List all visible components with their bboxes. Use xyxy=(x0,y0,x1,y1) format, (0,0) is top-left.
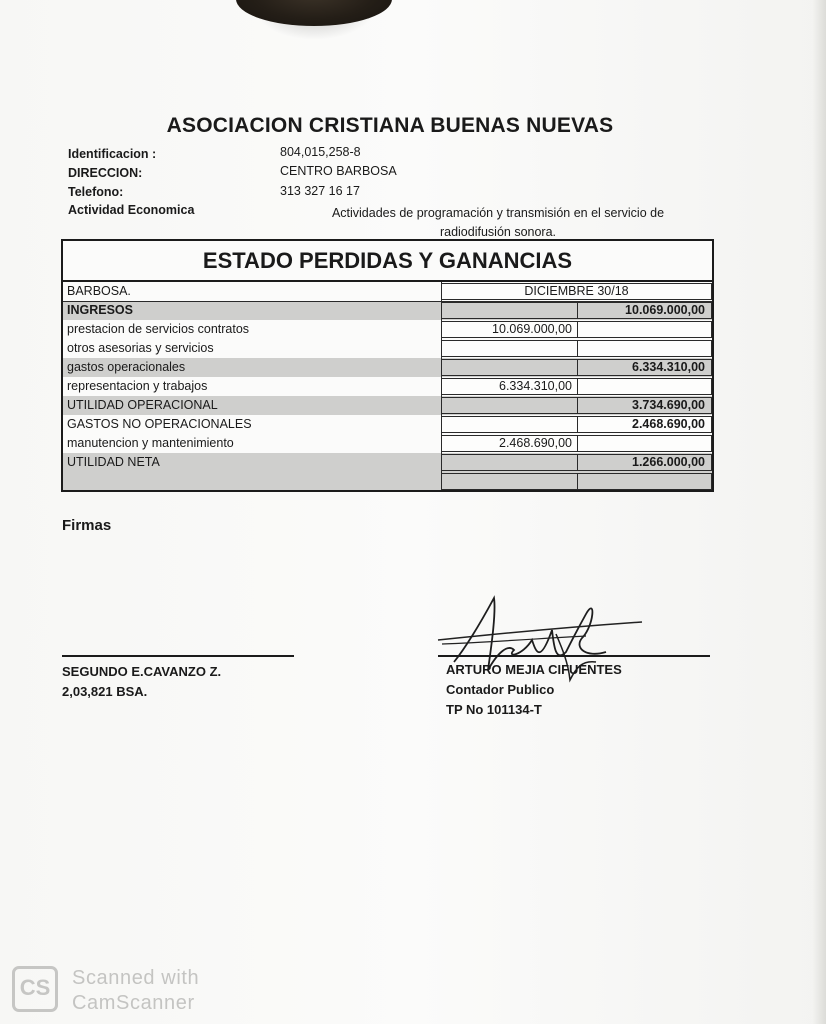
row-total-value: 10.069.000,00 xyxy=(577,302,712,319)
row-label: UTILIDAD NETA xyxy=(67,455,160,469)
table-row xyxy=(63,358,712,377)
row-total-value xyxy=(577,378,712,395)
statement-header-row xyxy=(63,282,712,301)
row-label: gastos operacionales xyxy=(67,360,186,374)
activity-value xyxy=(300,204,696,242)
activity-line-1: Actividades de programación y transmisión en el servicio de xyxy=(331,206,665,220)
address-value: CENTRO BARBOSA xyxy=(280,164,397,178)
row-total-value xyxy=(577,473,712,490)
row-total-value: 2.468.690,00 xyxy=(577,416,712,433)
row-total-value xyxy=(577,435,712,452)
camscanner-logo-icon: CS xyxy=(12,966,58,1012)
row-detail-value xyxy=(441,359,579,376)
row-total-value xyxy=(577,340,712,357)
right-signer-name: ARTURO MEJIA CIFUENTES xyxy=(446,662,622,677)
row-label: UTILIDAD OPERACIONAL xyxy=(67,398,218,412)
table-row xyxy=(63,377,712,396)
phone-label: Telefono: xyxy=(68,185,124,199)
row-detail-value xyxy=(441,340,579,357)
id-value: 804,015,258-8 xyxy=(280,145,361,159)
row-label: manutencion y mantenimiento xyxy=(67,436,234,450)
table-row xyxy=(63,396,712,415)
row-total-value: 3.734.690,00 xyxy=(577,397,712,414)
table-row-empty xyxy=(63,472,712,490)
signatures-heading: Firmas xyxy=(62,517,112,534)
row-detail-value xyxy=(441,473,579,490)
paper-edge-shadow xyxy=(812,0,826,1024)
table-column-divider xyxy=(441,282,442,490)
right-signer-license: TP No 101134-T xyxy=(446,702,542,717)
row-detail-value: 10.069.000,00 xyxy=(441,321,579,338)
activity-line-2: radiodifusión sonora. xyxy=(439,225,557,239)
table-row xyxy=(63,301,712,320)
row-detail-value: 6.334.310,00 xyxy=(441,378,579,395)
id-label: Identificacion : xyxy=(68,147,157,161)
row-detail-value xyxy=(441,302,579,319)
row-label: prestacion de servicios contratos xyxy=(67,322,250,336)
activity-label: Actividad Economica xyxy=(68,203,195,217)
organization-title: ASOCIACION CRISTIANA BUENAS NUEVAS xyxy=(166,114,614,137)
row-detail-value xyxy=(441,454,579,471)
row-detail-value: 2.468.690,00 xyxy=(441,435,579,452)
table-row xyxy=(63,320,712,339)
table-row xyxy=(63,339,712,358)
table-row xyxy=(63,415,712,434)
statement-title: ESTADO PERDIDAS Y GANANCIAS xyxy=(63,241,712,282)
row-label: INGRESOS xyxy=(67,303,133,317)
left-signature-line xyxy=(62,655,294,657)
row-total-value xyxy=(577,321,712,338)
income-statement-table xyxy=(61,239,714,492)
row-label: representacion y trabajos xyxy=(67,379,208,393)
table-row xyxy=(63,453,712,472)
address-label: DIRECCION: xyxy=(68,166,143,180)
row-total-value: 6.334.310,00 xyxy=(577,359,712,376)
row-detail-value xyxy=(441,416,579,433)
watermark-line-2: CamScanner xyxy=(72,992,195,1014)
row-label: otros asesorias y servicios xyxy=(67,341,214,355)
row-detail-value xyxy=(441,397,579,414)
phone-value: 313 327 16 17 xyxy=(280,184,360,198)
table-row xyxy=(63,434,712,453)
statement-date: DICIEMBRE 30/18 xyxy=(441,283,712,300)
table-rule xyxy=(63,301,712,302)
right-signature-line xyxy=(438,655,710,657)
location-label: BARBOSA. xyxy=(67,284,131,298)
left-signer-id: 2,03,821 BSA. xyxy=(62,684,148,699)
left-signer-name: SEGUNDO E.CAVANZO Z. xyxy=(62,664,222,679)
watermark-line-1: Scanned with xyxy=(72,967,200,989)
row-total-value: 1.266.000,00 xyxy=(577,454,712,471)
row-label: GASTOS NO OPERACIONALES xyxy=(67,417,252,431)
right-signer-role: Contador Publico xyxy=(446,682,555,697)
